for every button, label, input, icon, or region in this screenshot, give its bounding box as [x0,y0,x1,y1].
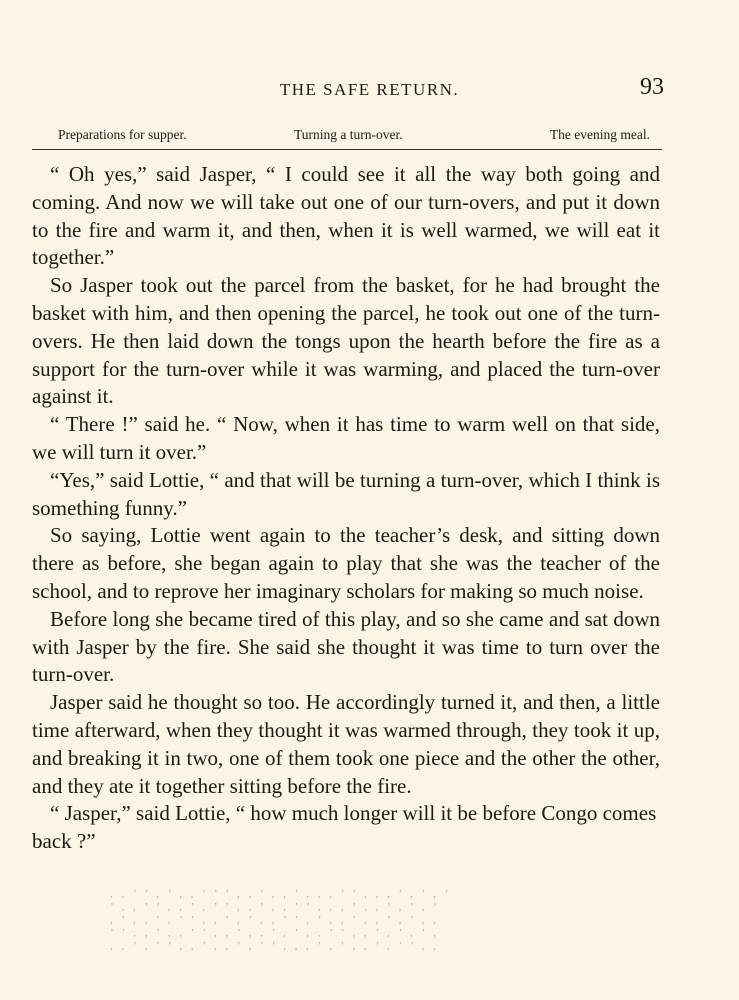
paragraph: “ Oh yes,” said Jasper, “ I could see it all the way both going and coming. And now we will take out one of our turn-overs, and put it down to the fire and warm it, and then, when it is well warmed, we will eat it together.” [32,162,660,270]
paragraph: So Jasper took out the parcel from the basket, for he had brought the basket with him, and then opening the parcel, he took out one of the turn-overs. He then laid down the tongs upon the hearth before the fire as a support for the turn-over while it was warming, and placed the turn-over against it. [32,273,660,409]
paragraph: Jasper said he thought so too. He accordingly turned it, and then, a little time afterward, when they thought it was warmed through, they took it up, and breaking it in two, one of them took one piece and the other the other, and they ate it together sitting before the fire. [32,690,660,798]
paragraph: So saying, Lottie went again to the teacher’s desk, and sitting down there as before, she began again to play that she was the teacher of the school, and to reprove her imaginary scholars for making so much noise. [32,523,660,603]
topic-heading: Preparations for supper. [58,127,187,142]
header-rule [32,149,662,150]
paragraph: “ Jasper,” said Lottie, “ how much longer will it be before Congo comes back ?” [32,801,657,854]
topic-heading: The evening meal. [549,127,650,142]
paragraph: Before long she became tired of this play, and so she came and sat down with Jasper by the fire. She said she thought it was time to turn over the turn-over. [32,606,660,687]
topic-heading: Turning a turn-over. [294,127,403,142]
page-number: 93 [640,74,664,100]
paragraph: “Yes,” said Lottie, “ and that will be turning a turn-over, which I think is something funny.” [32,467,660,520]
running-title: THE SAFE RETURN. [279,80,460,99]
body-text [32,161,660,856]
paragraph: “ There !” said he. “ Now, when it has time to warm well on that side, we will turn it over.” [32,412,660,464]
show-through-bleed: , , ’ ’ , ’ , , ’ ’ ’ , , ’ , , ’ , , , ’ ’ , , , ’ , ’ , ’ ’ , , ’ ’ , , ’ , ’ ’ , , ’ , , ’ ’ , , , ’ , , ’ , ’ , ’ , ’ , , ’ , ’ ’ , , ’ , ’ , , ’ ’ , ’ , , ’ , , ’ , ’ , , ’ ’ , , ’ , , ’ ’ , , ’ , , ’ , ’ , , ’ ’ , , ’ , ’ , ’ , , , ’ , ’ ’ , , ’ , , ’ , ’ ’ , , , ’ , ’ , , ’ , ’ ’ , , [110,888,452,952]
